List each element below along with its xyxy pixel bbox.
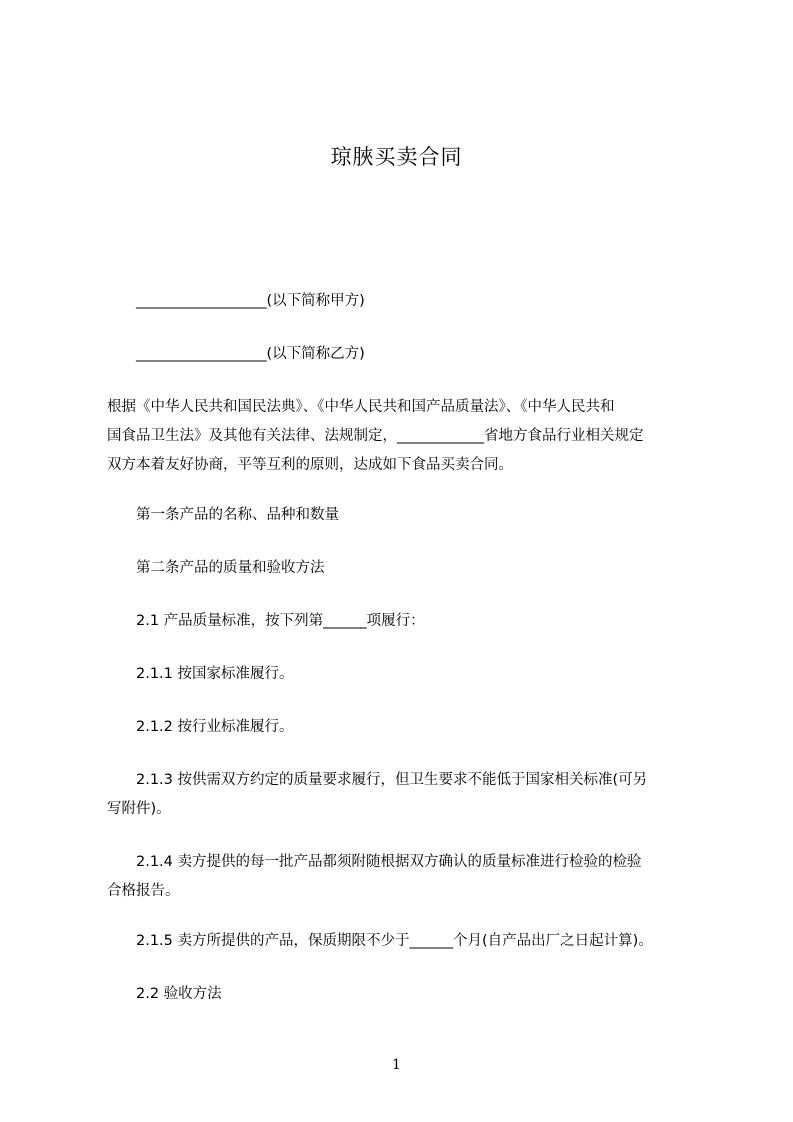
clause-2-1-4-line-2: 合格报告。 bbox=[107, 883, 180, 899]
clause-2-1-1: 2.1.1 按国家标准履行。 bbox=[136, 666, 294, 682]
document-title: 琼脥买卖合同 bbox=[330, 145, 463, 169]
party-b-line: __________________(以下简称乙方) bbox=[136, 346, 365, 362]
article-1-heading: 第一条产品的名称、品种和数量 bbox=[136, 507, 339, 523]
clause-2-1-5: 2.1.5 卖方所提供的产品，保质期限不少于______个月(自产品出厂之日起计算)。 bbox=[136, 933, 653, 949]
clause-2-1-4 bbox=[107, 848, 736, 906]
clause-2-1-2: 2.1.2 按行业标准履行。 bbox=[136, 719, 294, 735]
party-a-line: __________________(以下简称甲方) bbox=[136, 293, 365, 309]
clause-2-1: 2.1 产品质量标准，按下列第______项履行： bbox=[136, 613, 425, 629]
clause-2-2: 2.2 验收方法 bbox=[136, 986, 222, 1002]
page-number: 1 bbox=[392, 1057, 401, 1073]
article-2-heading: 第二条产品的质量和验收方法 bbox=[136, 560, 325, 576]
preamble-line-2: 国食品卫生法》及其他有关法律、法规制定，____________省地方食品行业相关规定 bbox=[107, 428, 644, 444]
clause-2-1-4-line-1: 2.1.4 卖方提供的每一批产品都须附随根据双方确认的质量标准进行检验的检验 bbox=[136, 854, 642, 870]
clause-2-1-3-line-2: 写附件)。 bbox=[107, 801, 171, 817]
preamble-line-1: 根据《中华人民共和国民法典》、《中华人民共和国产品质量法》、《中华人民共和 bbox=[107, 399, 615, 415]
clause-2-1-3 bbox=[107, 766, 736, 824]
clause-2-1-3-line-1: 2.1.3 按供需双方约定的质量要求履行，但卫生要求不能低于国家相关标准(可另 bbox=[136, 772, 648, 788]
preamble-line-3: 双方本着友好协商，平等互利的原则，达成如下食品买卖合同。 bbox=[107, 457, 513, 473]
preamble-paragraph bbox=[107, 393, 707, 480]
